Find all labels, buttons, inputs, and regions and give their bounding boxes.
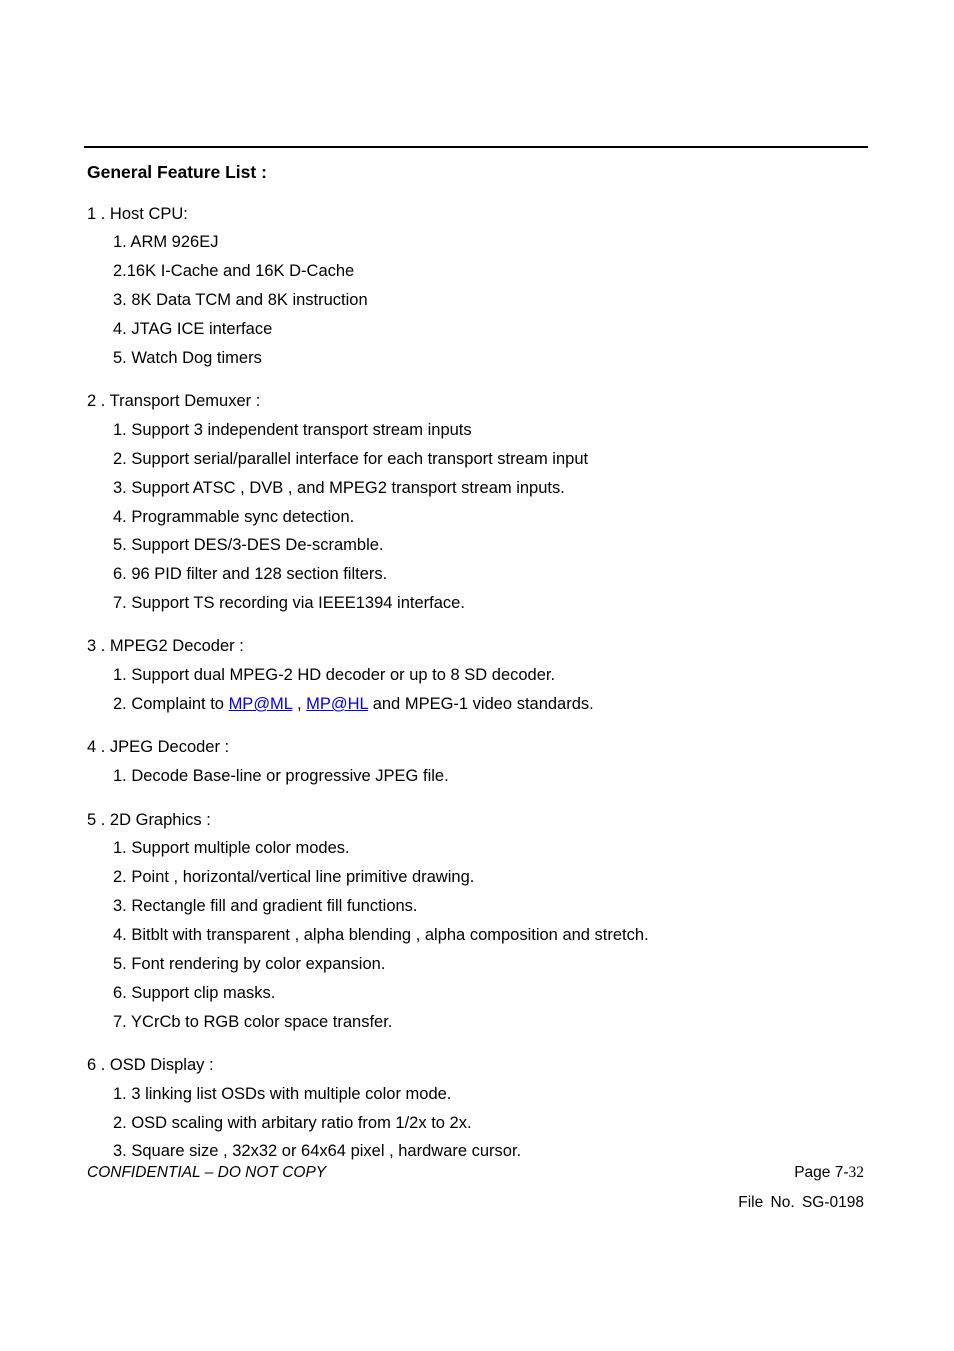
list-item: 2.16K I-Cache and 16K D-Cache <box>113 262 355 280</box>
list-item: 5. Watch Dog timers <box>113 349 262 367</box>
list-item: 2. OSD scaling with arbitary ratio from 1/2x to 2x. <box>113 1114 472 1132</box>
list-item: 4. Programmable sync detection. <box>113 508 355 526</box>
section-2d-graphics-title: 5 . 2D Graphics : <box>87 811 211 829</box>
list-item: 1. Decode Base-line or progressive JPEG file. <box>113 767 449 785</box>
section-host-cpu-title: 1 . Host CPU: <box>87 205 188 223</box>
list-item: 5. Font rendering by color expansion. <box>113 955 386 973</box>
complaint-prefix: 2. Complaint to <box>113 695 229 713</box>
section-mpeg2-decoder-title: 3 . MPEG2 Decoder : <box>87 637 244 655</box>
complaint-suffix: and MPEG-1 video standards. <box>368 695 594 713</box>
page-number <box>794 1164 864 1182</box>
list-item: 1. Support dual MPEG-2 HD decoder or up to 8 SD decoder. <box>113 666 556 684</box>
mp-ml-link[interactable]: MP@ML <box>228 695 293 713</box>
list-item: 6. Support clip masks. <box>113 984 276 1002</box>
mp-hl-link[interactable]: MP@HL <box>306 695 369 713</box>
list-item: 3. Square size , 32x32 or 64x64 pixel , hardware cursor. <box>113 1142 522 1160</box>
section-transport-demuxer-title: 2 . Transport Demuxer : <box>87 392 261 410</box>
list-item: 2. Support serial/parallel interface for each transport stream input <box>113 450 589 468</box>
list-item: 7. YCrCb to RGB color space transfer. <box>113 1013 393 1031</box>
list-item: 1. Support 3 independent transport stream inputs <box>113 421 472 439</box>
list-item: 5. Support DES/3-DES De-scramble. <box>113 536 384 554</box>
list-item: 2. Point , horizontal/vertical line primitive drawing. <box>113 868 475 886</box>
page-label: Page 7- <box>794 1164 849 1181</box>
section-jpeg-decoder-title: 4 . JPEG Decoder : <box>87 738 230 756</box>
page-num: 32 <box>848 1164 864 1181</box>
complaint-separator: , <box>292 695 307 713</box>
list-item: 1. 3 linking list OSDs with multiple color mode. <box>113 1085 452 1103</box>
list-item: 3. Support ATSC , DVB , and MPEG2 transport stream inputs. <box>113 479 565 497</box>
list-item: 3. 8K Data TCM and 8K instruction <box>113 291 368 309</box>
page-heading: General Feature List : <box>87 162 267 182</box>
list-item: 4. Bitblt with transparent , alpha blending , alpha composition and stretch. <box>113 926 649 944</box>
list-item: 4. JTAG ICE interface <box>113 320 273 338</box>
list-item: 6. 96 PID filter and 128 section filters. <box>113 565 388 583</box>
section-osd-display-title: 6 . OSD Display : <box>87 1056 214 1074</box>
header-rule <box>84 146 868 148</box>
list-item: 1. ARM 926EJ <box>113 233 219 251</box>
file-number: File No. SG-0198 <box>738 1194 864 1211</box>
confidential-notice: CONFIDENTIAL – DO NOT COPY <box>87 1164 327 1181</box>
list-item-complaint <box>113 694 594 714</box>
list-item: 7. Support TS recording via IEEE1394 interface. <box>113 594 465 612</box>
list-item: 3. Rectangle fill and gradient fill functions. <box>113 897 418 915</box>
list-item: 1. Support multiple color modes. <box>113 839 350 857</box>
